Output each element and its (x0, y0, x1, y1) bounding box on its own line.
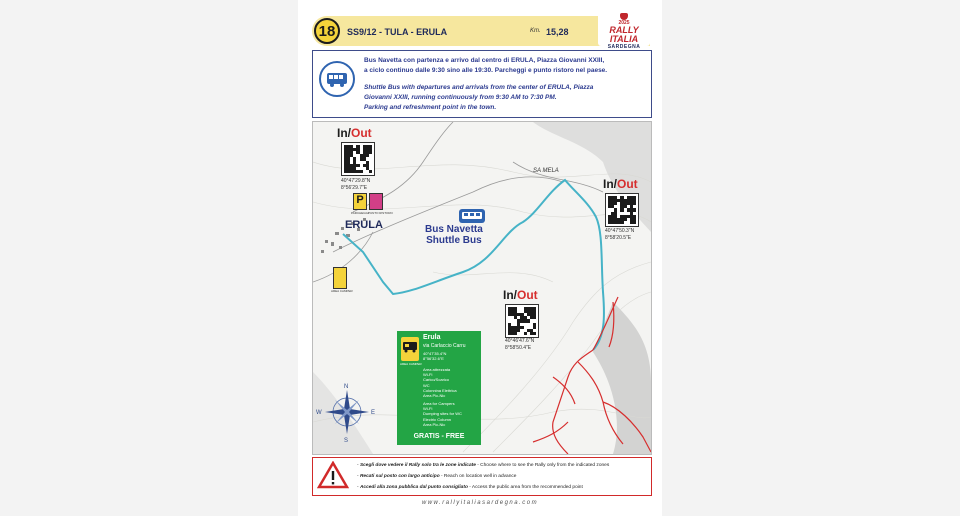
out-label: Out (517, 288, 538, 302)
warning-line-2: - Recati sul posto con largo anticipo - Reach on location well in advance (357, 474, 517, 479)
warning-2-english: - Reach on location well in advance (439, 474, 517, 479)
qr-module (633, 221, 636, 224)
refreshment-sub: PUNTO RISTORO (368, 211, 393, 215)
warning-3-english: - Access the public area from the recommended point (467, 485, 583, 490)
stage-map-page (298, 0, 662, 516)
warning-line-1: - Scegli dove vedere il Rally solo tra le zone indicate - Choose where to see the Rally only from the indicated zones (357, 463, 610, 468)
qr-module (620, 208, 623, 211)
stage-number-badge: 18 (314, 18, 340, 44)
bus-icon (459, 209, 485, 223)
logo-year: 2025 (618, 20, 630, 26)
svg-text:N: N (344, 384, 349, 390)
access-point-2-label (603, 177, 638, 191)
out-label: Out (617, 177, 638, 191)
qr-code-icon[interactable] (605, 193, 639, 227)
camper-box-title: Erula (423, 334, 441, 341)
qr-module (366, 154, 369, 157)
parking-label: P (356, 194, 364, 206)
qr-module (533, 332, 536, 335)
warning-1-english: - Choose where to see the Rally only from the indicated zones (475, 463, 610, 468)
website-footer[interactable]: www.rallyitaliasardegna.com (421, 500, 539, 506)
km-label: Km. (530, 28, 541, 34)
camper-box-footer: GRATIS - FREE (413, 433, 465, 440)
access-point-2-coords: 40°47'50.3"N 8°58'20.5"E (605, 228, 635, 241)
qr-module (614, 202, 617, 205)
qr-module (369, 151, 372, 154)
shuttle-info-english: Shuttle Bus with departures and arrivals from the center of ERULA, Piazza Giovanni XXIII, running continuously from 9:30 AM to 7:30 PM. Parking and refreshment point in the town. (364, 84, 594, 111)
warning-2-italian: Recati sul posto con largo anticipo (359, 474, 440, 479)
qr-module (520, 326, 523, 329)
svg-text:W: W (316, 410, 322, 416)
camper-sign-label: AREA CAMPER (331, 289, 353, 293)
qr-code-icon[interactable] (341, 142, 375, 176)
qr-module (524, 332, 527, 335)
qr-module (620, 221, 623, 224)
camper-box-coords: 40°47'35.4"N 8°56'32.6"E (423, 351, 447, 361)
qr-code-icon[interactable] (505, 304, 539, 338)
qr-module (624, 218, 627, 221)
in-label: In/ (503, 288, 517, 302)
logo-name: RALLY ITALIA (609, 25, 639, 44)
in-label: In/ (337, 126, 351, 140)
place-label-sa-mela: SA MELA (533, 168, 559, 174)
svg-text:E: E (371, 410, 376, 416)
warning-line-3: - Accedi alla zona pubblica dal punto consigliato - Access the public area from the recommended point (357, 485, 583, 490)
rally-logo (598, 12, 650, 50)
stage-title: SS9/12 - TULA - ERULA (347, 27, 448, 37)
qr-module (369, 170, 372, 173)
warning-3-italian: Accedi alla zona pubblica dal punto consigliato (359, 485, 468, 490)
warning-1-italian: Scegli dove vedere il Rally solo tra le zone indicate (359, 463, 476, 468)
crest-icon (620, 13, 628, 20)
bus-icon (319, 61, 355, 97)
stage-map (312, 121, 652, 455)
shuttle-info-box (312, 50, 652, 118)
out-label: Out (351, 126, 372, 140)
camper-box-italian-list: Area attrezzata Wi-Fi Carico/Scarico WC Colonnina Elettrica Area Pic-Nic (423, 367, 457, 399)
warning-icon (317, 461, 349, 489)
camper-icon (401, 337, 419, 361)
logo-region: SARDEGNA (607, 44, 641, 50)
warning-box (312, 457, 652, 496)
km-value: 15,28 (546, 27, 569, 37)
qr-module (633, 208, 636, 211)
camper-box-english-list: Area for Campers Wi-Fi Dumping sites for WC Electric Column Area Pic-Nic (423, 401, 462, 427)
access-point-3-coords: 40°46'47.6"N 8°58'50.4"E (505, 338, 535, 351)
qr-module (517, 329, 520, 332)
parking-icon (353, 193, 367, 210)
shuttle-route-label: Bus Navetta Shuttle Bus (425, 224, 483, 246)
qr-module (356, 164, 359, 167)
town-label-erula: ERULA (345, 219, 383, 231)
refreshment-icon (369, 193, 383, 210)
camper-area-box (397, 331, 481, 445)
in-label: In/ (603, 177, 617, 191)
access-point-1-coords: 40°47'29.8"N 8°56'29.7"E (341, 178, 371, 191)
access-point-1-label (337, 126, 372, 140)
qr-module (533, 316, 536, 319)
access-point-3-label (503, 288, 538, 302)
svg-text:S: S (344, 438, 349, 444)
qr-module (633, 202, 636, 205)
qr-module (533, 326, 536, 329)
shuttle-info-italian: Bus Navetta con partenza e arrivo dal centro di ERULA, Piazza Giovanni XXIII, a ciclo continuo dalle 9:30 sino alle 19:30. Parcheggi e punto ristoro nel paese. (364, 57, 608, 74)
parking-sub: PARCHEGGI (351, 211, 369, 215)
qr-module (514, 332, 517, 335)
camper-box-street: via Carlaccio Carru (423, 343, 466, 349)
qr-module (360, 170, 363, 173)
camper-sign-icon (333, 267, 347, 289)
qr-module (527, 319, 530, 322)
camper-icon-label: AREA CAMPER (400, 362, 422, 366)
